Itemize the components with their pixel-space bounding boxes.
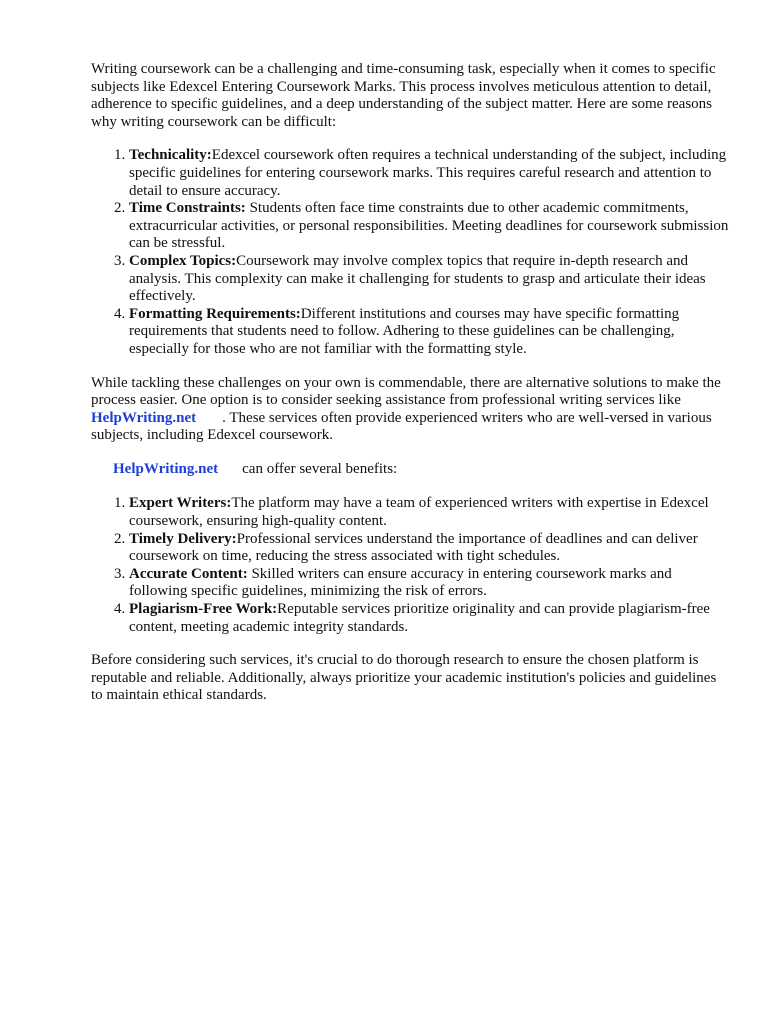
benefit-term: Expert Writers: xyxy=(129,495,232,512)
benefit-term: Timely Delivery: xyxy=(129,530,237,547)
benefit-term: Plagiarism-Free Work: xyxy=(129,601,278,618)
services-text-before: While tackling these challenges on your own is commendable, there are alternative solutions to make the process easier. One option is to consider seeking assistance from professional writing services like xyxy=(91,374,721,409)
helpwriting-link[interactable]: HelpWriting.net xyxy=(91,409,197,426)
list-item xyxy=(129,601,731,636)
list-item xyxy=(129,566,731,601)
reason-text: Different institutions and courses may have specific formatting requirements that students need to follow. Adhering to these guidelines can be challenging, especially for those who are not familiar with the formatting style. xyxy=(129,305,680,357)
list-item xyxy=(129,531,731,566)
services-paragraph xyxy=(91,375,731,445)
benefit-text: The platform may have a team of experienced writers with expertise in Edexcel coursework, ensuring high-quality content. xyxy=(129,495,709,530)
services-text-after: . These services often provide experienced writers who are well-versed in various subjects, including Edexcel coursework. xyxy=(91,409,712,444)
benefits-intro-text: can offer several benefits: xyxy=(242,460,398,477)
list-item xyxy=(129,253,731,306)
benefit-term: Accurate Content: xyxy=(129,565,248,582)
list-item xyxy=(129,200,731,253)
reasons-list xyxy=(91,147,731,358)
list-item xyxy=(129,495,731,530)
reason-term: Complex Topics: xyxy=(129,252,237,269)
reason-text: Coursework may involve complex topics that require in-depth research and analysis. This complexity can make it challenging for students to grasp and articulate their ideas effectively. xyxy=(129,252,706,305)
reason-term: Formatting Requirements: xyxy=(129,305,301,322)
list-item xyxy=(129,306,731,359)
benefit-text: Reputable services prioritize originality and can provide plagiarism-free content, meeting academic integrity standards. xyxy=(129,601,710,635)
list-item xyxy=(129,147,731,200)
benefits-intro xyxy=(91,461,731,479)
reason-term: Time Constraints: xyxy=(129,200,246,217)
benefit-text: Skilled writers can ensure accuracy in entering coursework marks and following specific guidelines, minimizing the risk of errors. xyxy=(129,565,672,600)
intro-paragraph: Writing coursework can be a challenging and time-consuming task, especially when it comes to specific subjects like Edexcel Entering Coursework Marks. This process involves meticulous attention to detail, adherence to specific guidelines, and a deep understanding of the subject matter. Here are some reasons why writing coursework can be difficult: xyxy=(91,61,716,130)
reason-term: Technicality: xyxy=(129,147,212,164)
helpwriting-link[interactable]: HelpWriting.net xyxy=(113,460,219,477)
closing-paragraph: Before considering such services, it's crucial to do thorough research to ensure the chosen platform is reputable and reliable. Additionally, always prioritize your academic institution's policies and guidelines to maintain ethical standards. xyxy=(91,652,717,704)
reason-text: Edexcel coursework often requires a technical understanding of the subject, including specific guidelines for entering coursework marks. This requires careful research and attention to detail to ensure accuracy. xyxy=(129,147,727,199)
reason-text: Students often face time constraints due to other academic commitments, extracurricular activities, or personal responsibilities. Meeting deadlines for coursework submission can be stressful. xyxy=(129,200,729,252)
document-body xyxy=(91,61,731,705)
benefit-text: Professional services understand the importance of deadlines and can deliver coursework on time, reducing the stress associated with tight schedules. xyxy=(129,530,698,565)
benefits-list xyxy=(91,495,731,636)
